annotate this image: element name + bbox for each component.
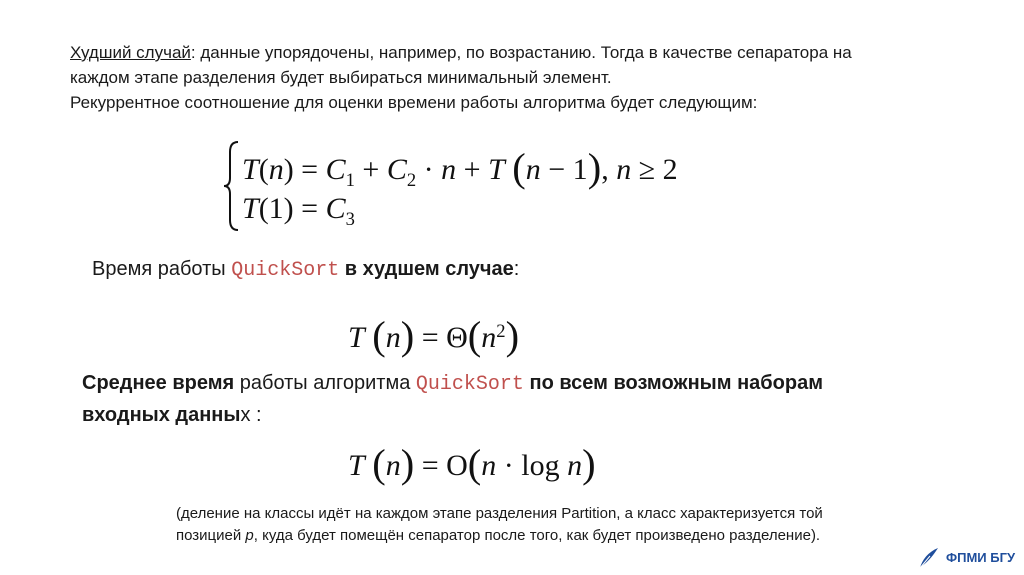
worst-case-formula: T $(n) = \Theta(n^2)$: [348, 313, 520, 359]
average-heading: [82, 368, 823, 430]
average-heading-line-2: входных данных :: [82, 404, 262, 426]
note-line-1: (деление на классы идёт на каждом этапе разделения Partition, а класс характеризуется той: [176, 505, 823, 522]
worst-case-heading: Время работы QuickSort в худшем случае:: [92, 258, 520, 282]
partition-note: [176, 503, 823, 547]
left-brace: [222, 140, 242, 232]
intro-line-2: каждом этапе разделения будет выбираться минимальный элемент.: [70, 68, 612, 87]
quicksort-code: QuickSort: [231, 259, 340, 282]
recurrence-equation-2: $T(1) = C_3$: [242, 192, 355, 230]
feather-logo-icon: [916, 546, 940, 570]
footer-logo: [916, 546, 1016, 570]
average-case-formula: T (n) = O(n · log n): [348, 441, 596, 487]
recurrence-equation-1: $T(n) = C_1 + C_2 \cdot n + T$ (n − 1), n ≥ 2: [242, 145, 678, 191]
intro-line-3: Рекуррентное соотношение для оценки времени работы алгоритма будет следующим:: [70, 93, 758, 112]
intro-paragraph: [70, 40, 852, 115]
footer-label: ФПМИ БГУ: [946, 550, 1016, 565]
note-line-2: позицией p, куда будет помещён сепаратор после того, как будет произведено разделение).: [176, 527, 821, 544]
intro-line-1: Худший случай: данные упорядочены, например, по возрастанию. Тогда в качестве сепаратора на: [70, 43, 852, 62]
average-heading-line-1: Среднее время работы алгоритма QuickSort по всем возможным наборам: [82, 372, 823, 396]
worst-case-label: Худший случай: [70, 43, 191, 62]
quicksort-code-2: QuickSort: [415, 373, 524, 396]
